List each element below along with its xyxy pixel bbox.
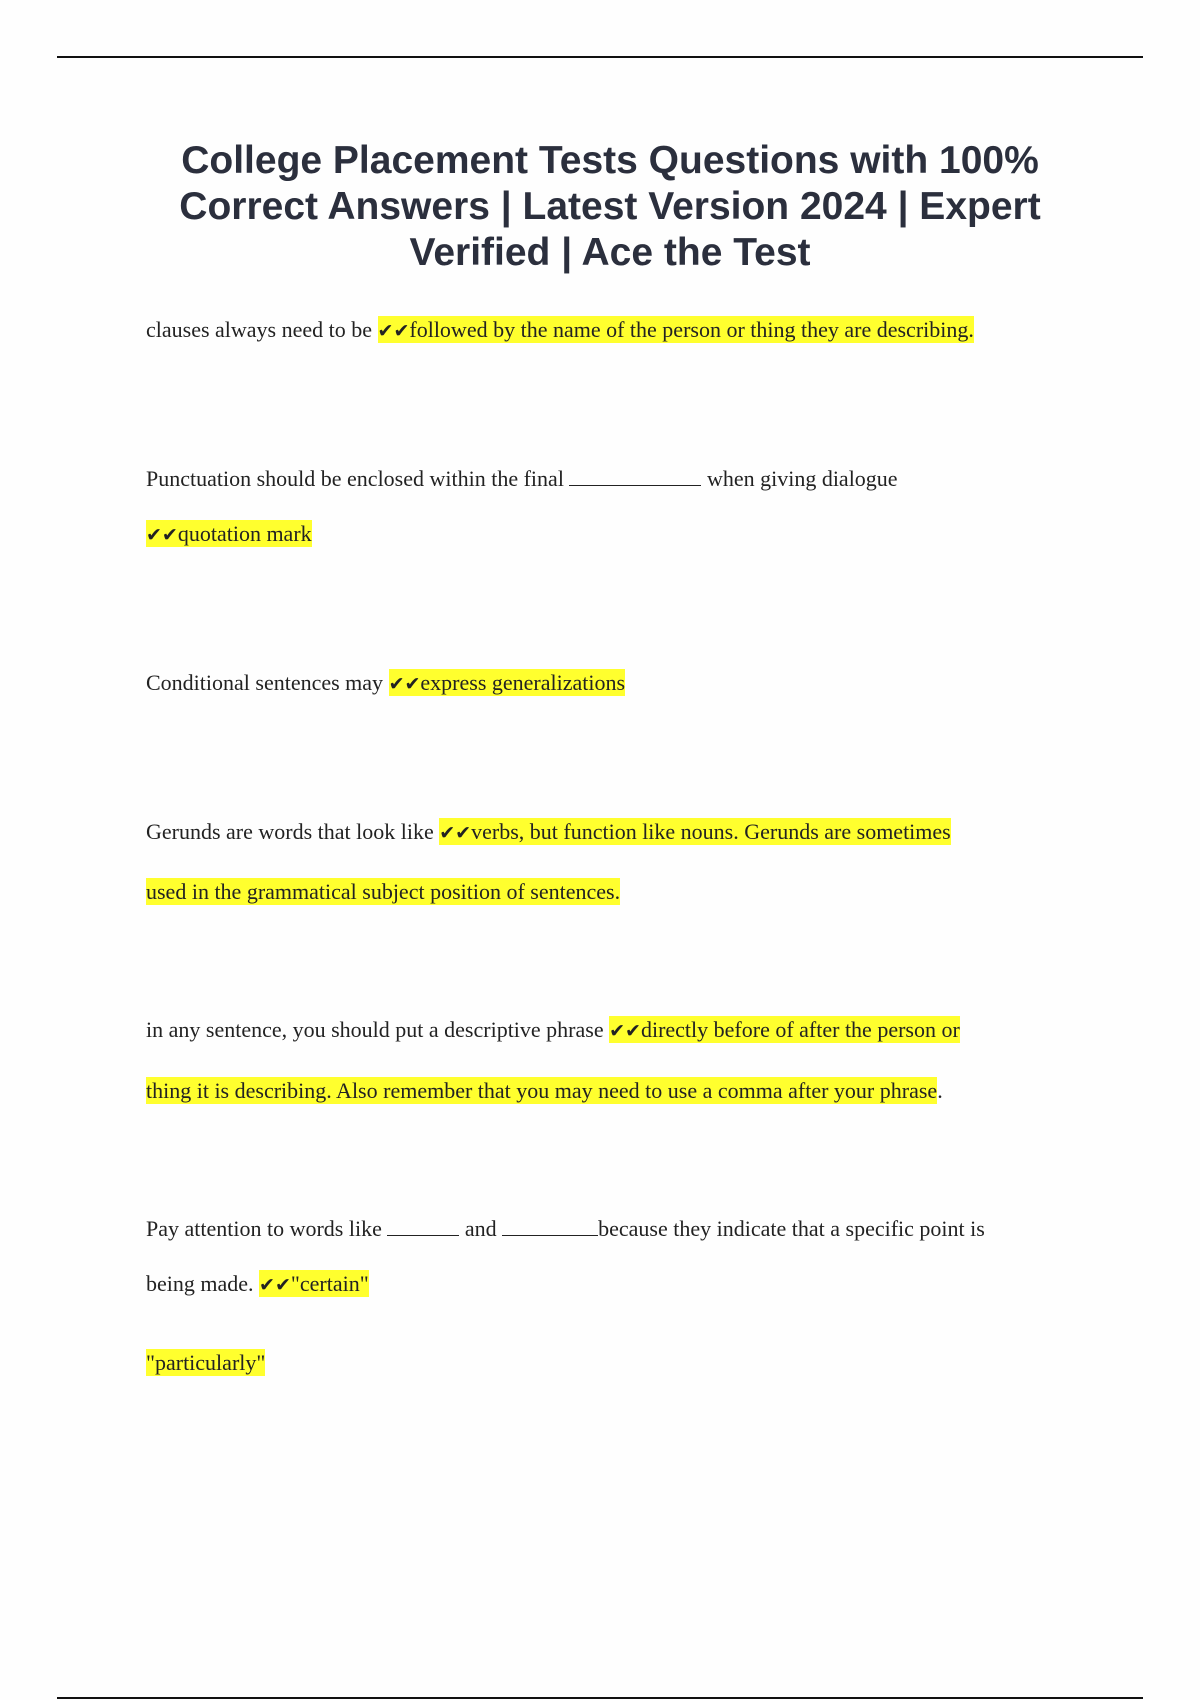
qa-item-5-line-1 [146, 1015, 960, 1046]
qa-item-6-line-3 [146, 1348, 265, 1378]
answer-highlight [146, 878, 620, 905]
top-rule [57, 56, 1143, 58]
question-text: and [464, 1216, 497, 1241]
answer-highlight [259, 1270, 369, 1297]
double-check-icon: ✔✔ [439, 822, 472, 844]
answer-highlight [378, 316, 974, 343]
qa-item-4-line-2 [146, 877, 620, 907]
answer-text: express generalizations [420, 670, 626, 695]
trailing-period: . [937, 1078, 943, 1103]
qa-item-6-line-1 [146, 1214, 985, 1244]
answer-highlight [389, 669, 625, 696]
qa-item-6-line-2 [146, 1269, 369, 1300]
answer-highlight [146, 1349, 265, 1376]
question-text: in any sentence, you should put a descriptive phrase [146, 1017, 604, 1042]
fill-in-blank [502, 1217, 598, 1236]
answer-text: "particularly" [146, 1350, 266, 1375]
double-check-icon: ✔✔ [259, 1274, 291, 1296]
answer-text: used in the grammatical subject position of sentences. [146, 879, 621, 904]
question-text: Pay attention to words like [146, 1216, 382, 1241]
question-text: clauses always need to be [146, 317, 373, 342]
fill-in-blank [387, 1217, 459, 1236]
double-check-icon: ✔✔ [388, 673, 421, 695]
qa-item-4-line-1 [146, 817, 951, 848]
double-check-icon: ✔✔ [146, 524, 178, 546]
fill-in-blank [569, 467, 701, 486]
question-text: Punctuation should be enclosed within the final [146, 466, 564, 491]
answer-text: "certain" [290, 1271, 369, 1296]
answer-text: verbs, but function like nouns. Gerunds are sometimes [471, 819, 951, 844]
question-text: being made. [146, 1271, 254, 1296]
qa-item-5-line-2 [146, 1076, 943, 1106]
answer-text: followed by the name of the person or thing they are describing. [409, 317, 974, 342]
bottom-rule [57, 1697, 1143, 1699]
qa-item-2-line-1 [146, 464, 898, 494]
question-text: because they indicate that a specific point is [598, 1216, 985, 1241]
question-text: when giving dialogue [706, 466, 898, 491]
double-check-icon: ✔✔ [609, 1020, 641, 1042]
answer-highlight [146, 520, 312, 547]
answer-text: quotation mark [177, 521, 312, 546]
answer-highlight [439, 818, 950, 845]
double-check-icon: ✔✔ [377, 320, 410, 342]
qa-item-2-line-2 [146, 519, 312, 550]
answer-text: thing it is describing. Also remember that you may need to use a comma after your phrase [146, 1078, 938, 1103]
answer-highlight [146, 1077, 937, 1104]
answer-text: directly before of after the person or [640, 1017, 960, 1042]
qa-item-3-line-1 [146, 668, 625, 699]
question-text: Gerunds are words that look like [146, 819, 434, 844]
question-text: Conditional sentences may [146, 670, 384, 695]
qa-item-1-line-1 [146, 315, 974, 346]
answer-highlight [609, 1016, 960, 1043]
document-title: College Placement Tests Questions with 100% Correct Answers | Latest Version 2024 | Expert Verified | Ace the Test [179, 139, 1041, 274]
